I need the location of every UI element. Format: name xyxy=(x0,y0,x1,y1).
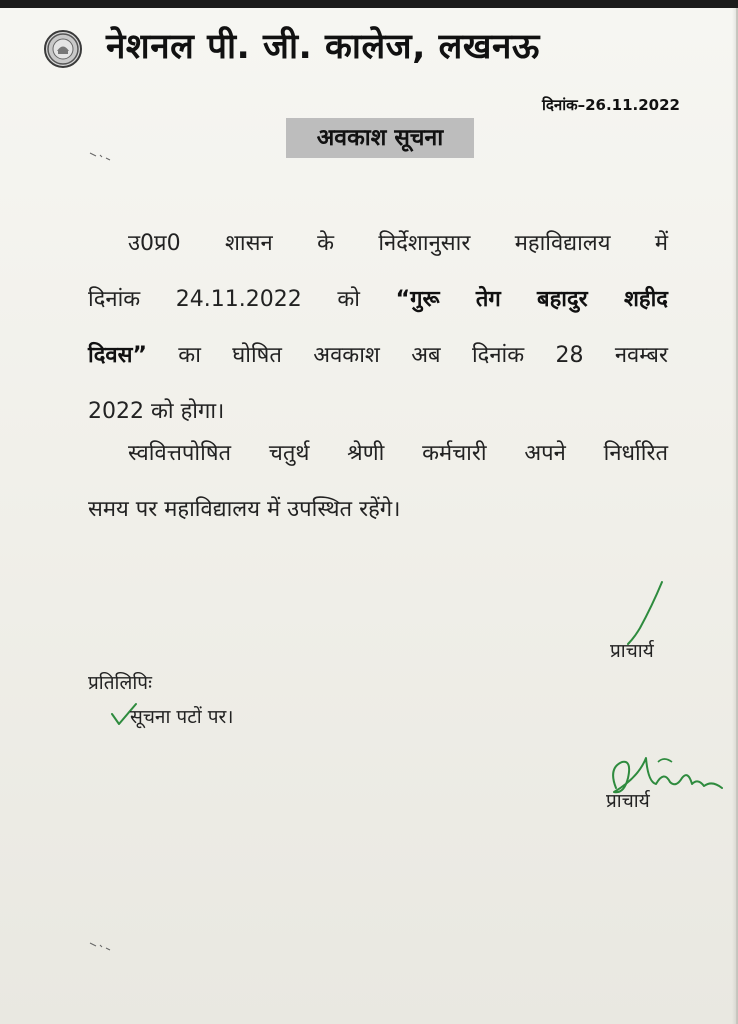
occasion-name-part-1: “गुरू तेग बहादुर शहीद xyxy=(395,287,668,312)
paragraph-line xyxy=(88,482,668,538)
paragraph-line xyxy=(88,272,668,328)
paragraph-1-line-3-rest: का घोषित अवकाश अब दिनांक 28 नवम्बर xyxy=(146,343,668,368)
principal-signature-label-1: प्राचार्य xyxy=(610,640,654,662)
paper-mark xyxy=(88,150,114,162)
paper-mark xyxy=(88,940,114,952)
occasion-name-part-2: दिवस” xyxy=(88,343,147,368)
paragraph-1-line-1: उ0प्र0 शासन के निर्देशानुसार महाविद्यालय में xyxy=(128,231,668,256)
paragraph-line xyxy=(88,216,668,272)
notice-paragraph-2 xyxy=(88,426,668,538)
paragraph-2-line-2: समय पर महाविद्यालय में उपस्थित रहेंगे। xyxy=(88,497,401,522)
paragraph-2-line-1: स्ववित्तपोषित चतुर्थ श्रेणी कर्मचारी अपने निर्धारित xyxy=(128,441,668,466)
notice-title-highlight xyxy=(286,118,474,158)
notice-title: अवकाश सूचना xyxy=(316,125,444,151)
paragraph-line xyxy=(88,426,668,482)
paragraph-1-line-2-start: दिनांक 24.11.2022 को xyxy=(88,287,396,312)
notice-date: दिनांक–26.11.2022 xyxy=(542,96,680,114)
paragraph-1-line-4: 2022 को होगा। xyxy=(88,399,225,424)
college-seal-icon xyxy=(44,30,82,68)
top-dark-edge xyxy=(0,0,738,8)
copy-to-label: प्रतिलिपिः xyxy=(88,672,152,694)
principal-signature-label-2: प्राचार्य xyxy=(606,790,650,812)
sheet-edge-shadow xyxy=(732,8,738,1024)
college-name-heading: नेशनल पी. जी. कालेज, लखनऊ xyxy=(106,27,540,67)
paragraph-line xyxy=(88,328,668,384)
notice-paragraph-1 xyxy=(88,216,668,440)
copy-to-notice-boards: सूचना पटों पर। xyxy=(130,706,234,728)
